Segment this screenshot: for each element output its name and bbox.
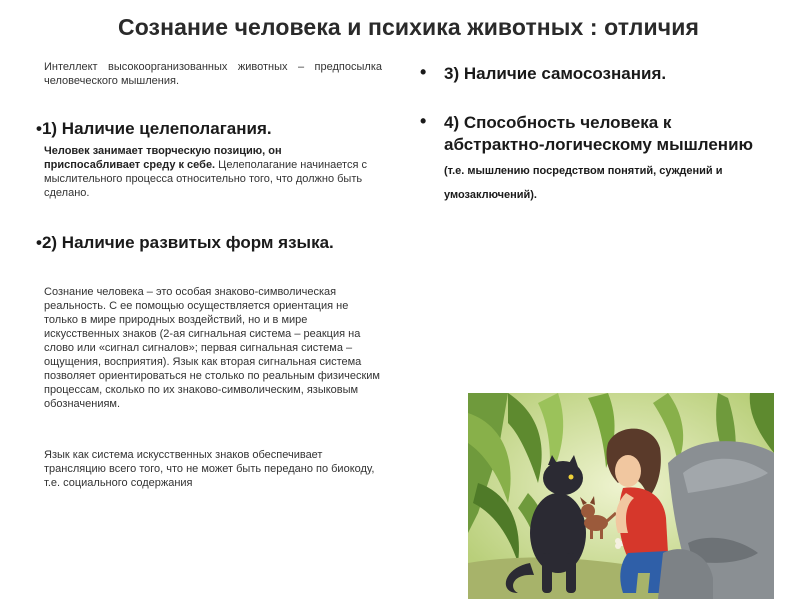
- item4-heading: 4) Способность человека к абстрактно-логическому мышлению: [444, 113, 754, 154]
- intro-text: Интеллект высокоорганизованных животных – предпосылка человеческого мышления.: [44, 61, 382, 87]
- item2-description-continued: Язык как система искусственных знаков обеспечивает трансляцию всего того, что не может быть передано по биокоду, т.е. социального содержания: [44, 449, 375, 489]
- item4-text: [444, 112, 764, 206]
- item1-description-bold: Человек занимает творческую позицию, он приспосабливает среду к себе.: [44, 145, 282, 171]
- item4-note: (т.е. мышлению посредством понятий, суждений и умозаключений).: [444, 165, 723, 201]
- item1-description: [44, 144, 379, 200]
- item3-heading: 3) Наличие самосознания.: [444, 64, 667, 83]
- item1-heading: •1) Наличие целеполагания.: [36, 119, 272, 138]
- bullet-dot: •: [420, 111, 427, 131]
- page-title: Сознание человека и психика животных : отличия: [118, 14, 699, 40]
- item2-description: Сознание человека – это особая знаково-символическая реальность. С ее помощью осуществляется ориентация не только в мире природных воздействий, но и в мире искусственных знаков (2-ая сигнальная система – реакция на слово или «сигнал сигналов»; первая сигнальная система – ощущения, восприятия). Язык как вторая сигнальная система позволяет ориентироваться не столько по реальным физическим процессам, сколько по их знаково-символическим, языковым обозначениям.: [44, 286, 380, 410]
- panther-and-boy-illustration: [468, 393, 774, 599]
- item2-heading: •2) Наличие развитых форм языка.: [36, 233, 334, 252]
- item1-description-rest: Целеполагание начинается с мыслительного процесса относительно того, что должно быть сделано.: [44, 159, 367, 199]
- bullet-dot: •: [420, 62, 427, 82]
